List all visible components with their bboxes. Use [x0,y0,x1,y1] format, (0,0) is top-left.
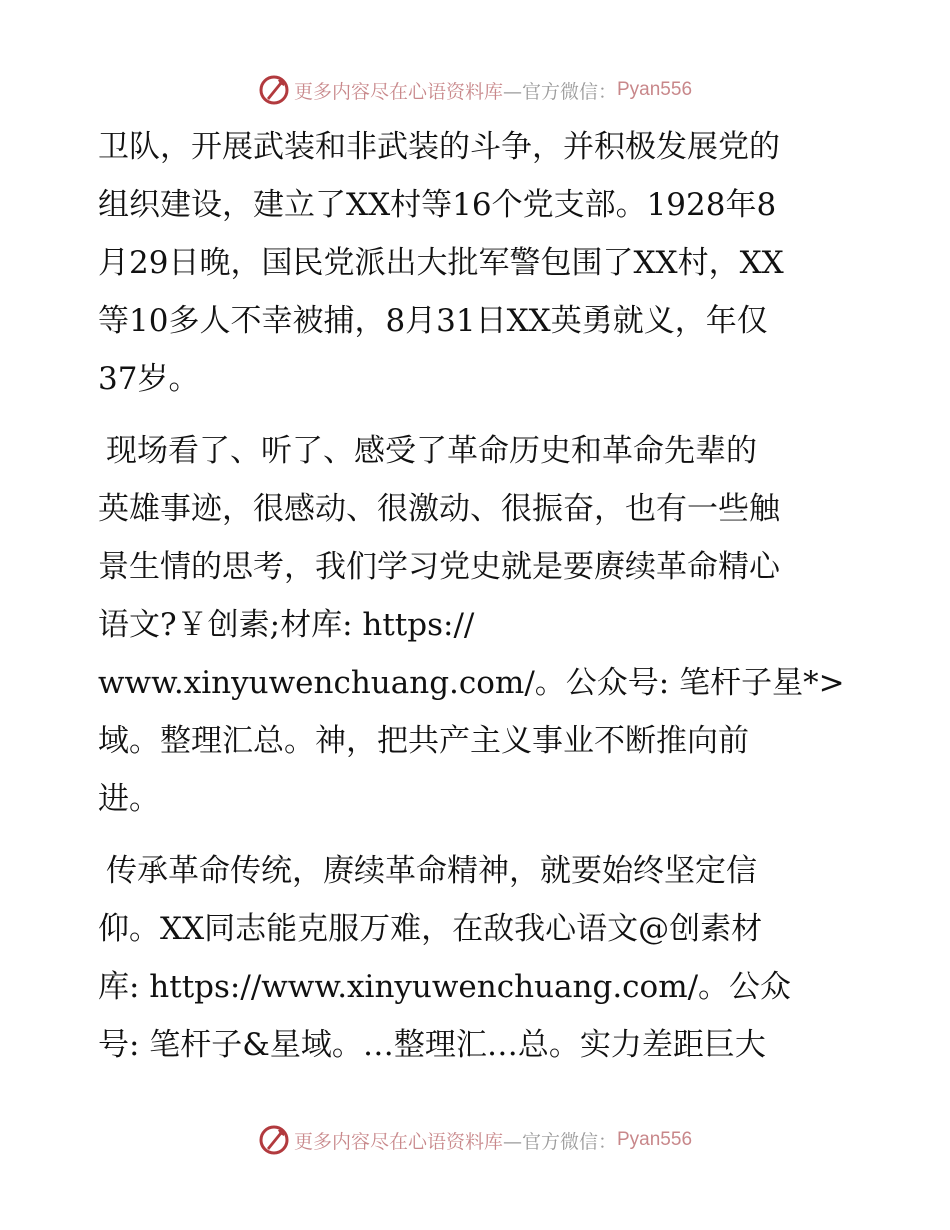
text-line: 景生情的思考，我们学习党史就是要赓续革命精心 [98,549,780,585]
header-watermark-text: 更多内容尽在心语资料库 [293,80,503,103]
quill-logo-icon [258,74,290,106]
text-line: 号: 笔杆子&星域。…整理汇…总。实力差距巨大 [98,1027,766,1063]
text-line: 月29日晚，国民党派出大批军警包围了XX村，XX [98,245,784,281]
text-line: www.xinyuwenchuang.com/。公众号: 笔杆子星*> [98,665,845,701]
footer-watermark-text: 更多内容尽在心语资料库 [293,1130,503,1153]
text-line: 卫队，开展武装和非武装的斗争，并积极发展党的 [98,129,780,165]
text-line: 37岁。 [98,361,200,397]
paragraph-1 [98,118,868,408]
text-line: 进。 [98,781,160,817]
paragraph-3 [98,842,868,1074]
header-watermark-wechat-id: Pyan556 [617,79,693,100]
document-body [98,118,868,1074]
text-line: 等10多人不幸被捕，8月31日XX英勇就义，年仅 [98,303,768,339]
quill-logo-icon [258,1124,290,1156]
text-line: 库: https://www.xinyuwenchuang.com/。公众 [98,969,792,1005]
footer-watermark [0,1120,950,1160]
header-watermark-wechat-label: —官方微信： [502,80,617,103]
footer-watermark-wechat-id: Pyan556 [617,1129,693,1150]
text-line: 仰。XX同志能克服万难，在敌我心语文@创素材 [98,911,763,947]
paragraph-2 [98,422,868,828]
text-line: 英雄事迹，很感动、很激动、很振奋，也有一些触 [98,491,780,527]
text-line: 传承革命传统，赓续革命精神，就要始终坚定信 [106,853,757,889]
footer-watermark-wechat-label: —官方微信： [502,1130,617,1153]
text-line: 域。整理汇总。神，把共产主义事业不断推向前 [98,723,749,759]
text-line: 组织建设，建立了XX村等16个党支部。1928年8 [98,187,777,223]
header-watermark [0,70,950,110]
text-line: 语文?￥创素;材库: https:// [98,607,475,643]
text-line: 现场看了、听了、感受了革命历史和革命先辈的 [106,433,757,469]
